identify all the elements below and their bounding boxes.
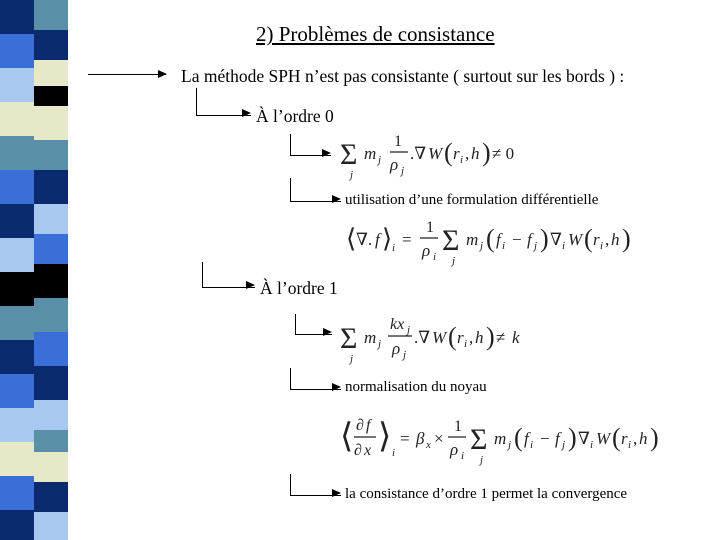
svg-text:(: (	[486, 224, 495, 253]
svg-text:W: W	[428, 144, 443, 163]
svg-text:): )	[540, 224, 549, 253]
svg-text:j: j	[403, 349, 407, 361]
svg-text:(: (	[444, 138, 453, 167]
stripe-block	[0, 238, 34, 272]
svg-text:m: m	[466, 230, 479, 249]
svg-text:h: h	[475, 328, 484, 347]
slide-title: 2) Problèmes de consistance	[256, 22, 495, 46]
conclusion-text: la consistance d’ordre 1 permet la convergence	[345, 486, 628, 502]
svg-text:ρ: ρ	[422, 241, 431, 260]
svg-text:): )	[482, 138, 491, 167]
svg-text:i: i	[392, 447, 396, 459]
equation-normalised-derivative	[340, 410, 670, 472]
svg-text:Σ: Σ	[470, 423, 488, 456]
stripe-block	[0, 340, 34, 374]
svg-text:∇: ∇	[550, 230, 562, 249]
svg-text:f: f	[555, 429, 560, 448]
svg-text:β: β	[416, 429, 425, 448]
svg-text:1: 1	[454, 418, 462, 435]
svg-text:ρ: ρ	[390, 155, 399, 174]
stripe-block	[34, 60, 68, 86]
svg-text:∇: ∇	[578, 429, 590, 448]
svg-text:W: W	[432, 328, 447, 347]
svg-text:i: i	[530, 439, 534, 451]
svg-text:1: 1	[426, 219, 434, 236]
svg-text:≠: ≠	[496, 328, 506, 347]
svg-text:i: i	[562, 240, 566, 252]
svg-text:j: j	[534, 240, 538, 252]
svg-text:f: f	[366, 417, 371, 434]
svg-text:⟩: ⟩	[378, 418, 392, 455]
stripe-block	[34, 140, 68, 170]
equation-sum-gradient-neq-zero	[340, 128, 530, 180]
stripe-block	[34, 204, 68, 234]
svg-text:i: i	[433, 251, 437, 263]
svg-text:,: ,	[465, 144, 470, 163]
svg-text:): )	[486, 322, 495, 351]
stripe-block	[0, 374, 34, 408]
svg-text:f: f	[375, 230, 380, 249]
svg-text:): )	[622, 224, 631, 253]
svg-text:j: j	[378, 154, 382, 166]
stripe-block	[0, 306, 34, 340]
svg-text:Σ: Σ	[340, 322, 358, 355]
stripe-block	[34, 512, 68, 540]
svg-text:j: j	[480, 454, 484, 466]
svg-text:r: r	[593, 230, 600, 249]
svg-text:,: ,	[633, 429, 638, 448]
equation-differential-formulation	[346, 214, 646, 266]
stripe-block	[34, 452, 68, 482]
equation-sum-gradient-neq-k	[340, 312, 540, 368]
svg-text:r: r	[457, 328, 464, 347]
svg-text:i: i	[600, 240, 604, 252]
svg-text:.∇: .∇	[414, 328, 431, 347]
order1-fix-text: normalisation du noyau	[345, 379, 487, 395]
stripe-block	[34, 86, 68, 106]
svg-text:j: j	[350, 353, 354, 365]
svg-text:j: j	[401, 165, 405, 177]
svg-text:f: f	[524, 429, 529, 448]
svg-text:1: 1	[394, 133, 402, 150]
svg-text:−: −	[540, 429, 550, 448]
svg-text:x: x	[364, 442, 372, 459]
svg-text:j: j	[407, 324, 411, 336]
svg-text:j: j	[350, 169, 354, 181]
stripe-block	[0, 0, 34, 34]
svg-text:kx: kx	[390, 316, 405, 333]
svg-text:j: j	[480, 240, 484, 252]
svg-text:): )	[568, 423, 577, 452]
svg-text:(: (	[514, 423, 523, 452]
stripe-block	[0, 68, 34, 102]
stripe-block	[0, 34, 34, 68]
svg-text:r: r	[453, 144, 460, 163]
svg-text:,: ,	[469, 328, 474, 347]
svg-text:⟨: ⟨	[340, 418, 354, 455]
svg-text:m: m	[494, 429, 507, 448]
svg-text:=: =	[400, 429, 410, 448]
svg-text:ρ: ρ	[392, 339, 401, 358]
stripe-block	[34, 170, 68, 204]
svg-text:(: (	[612, 423, 621, 452]
svg-text:,: ,	[605, 230, 610, 249]
svg-text:f: f	[496, 230, 501, 249]
svg-text:j: j	[452, 255, 456, 267]
stripe-block	[0, 442, 34, 476]
stripe-block	[34, 400, 68, 430]
svg-text:W: W	[568, 230, 583, 249]
svg-text:i: i	[590, 439, 594, 451]
svg-text:j: j	[508, 439, 512, 451]
svg-text:∂: ∂	[354, 442, 362, 459]
svg-text:h: h	[611, 230, 620, 249]
stripe-block	[0, 136, 34, 170]
svg-text:m: m	[364, 328, 377, 347]
svg-text:×: ×	[434, 429, 444, 448]
svg-text:r: r	[621, 429, 628, 448]
svg-text:h: h	[639, 429, 648, 448]
svg-text:Σ: Σ	[340, 138, 358, 171]
stripe-block	[34, 0, 68, 30]
stripe-block	[0, 272, 34, 306]
svg-text:W: W	[596, 429, 611, 448]
svg-text:≠ 0: ≠ 0	[492, 144, 515, 163]
svg-text:ρ: ρ	[450, 440, 459, 459]
order0-label: À l’ordre 0	[256, 106, 334, 126]
stripe-block	[0, 102, 34, 136]
svg-text:j: j	[562, 439, 566, 451]
svg-text:): )	[650, 423, 659, 452]
stripe-block	[34, 264, 68, 298]
svg-text:m: m	[364, 144, 377, 163]
order1-label: À l’ordre 1	[260, 278, 338, 298]
svg-text:⟩: ⟩	[382, 224, 393, 253]
stripe-block	[34, 366, 68, 400]
stripe-block	[34, 332, 68, 366]
order0-fix-text: utilisation d’une formulation différentielle	[345, 192, 599, 208]
svg-text:i: i	[628, 439, 632, 451]
stripe-block	[0, 476, 34, 510]
svg-text:x: x	[426, 439, 431, 451]
stripe-block	[0, 510, 34, 540]
stripe-block	[34, 30, 68, 60]
stripe-block	[0, 170, 34, 204]
svg-text:k: k	[512, 328, 520, 347]
stripe-block	[0, 408, 34, 442]
svg-text:=: =	[402, 230, 412, 249]
svg-text:i: i	[392, 242, 396, 254]
svg-text:j: j	[378, 338, 382, 350]
svg-text:Σ: Σ	[442, 224, 460, 257]
stripe-block	[34, 298, 68, 332]
stripe-block	[34, 430, 68, 452]
decorative-stripe	[0, 0, 68, 540]
svg-text:∂: ∂	[356, 417, 364, 434]
svg-text:f: f	[527, 230, 532, 249]
svg-text:h: h	[471, 144, 480, 163]
svg-text:⟨: ⟨	[346, 224, 357, 253]
stripe-block	[34, 106, 68, 140]
svg-text:.∇: .∇	[410, 144, 427, 163]
svg-text:−: −	[512, 230, 522, 249]
intro-text: La méthode SPH n’est pas consistante ( surtout sur les bords ) :	[181, 66, 625, 86]
svg-text:i: i	[461, 450, 465, 462]
svg-text:i: i	[502, 240, 506, 252]
stripe-block	[34, 482, 68, 512]
svg-text:i: i	[460, 154, 464, 166]
svg-text:(: (	[584, 224, 593, 253]
stripe-block	[34, 234, 68, 264]
svg-text:(: (	[448, 322, 457, 351]
svg-text:i: i	[464, 338, 468, 350]
arrow-right-icon	[88, 74, 166, 75]
stripe-block	[0, 204, 34, 238]
svg-text:∇.: ∇.	[356, 230, 373, 249]
